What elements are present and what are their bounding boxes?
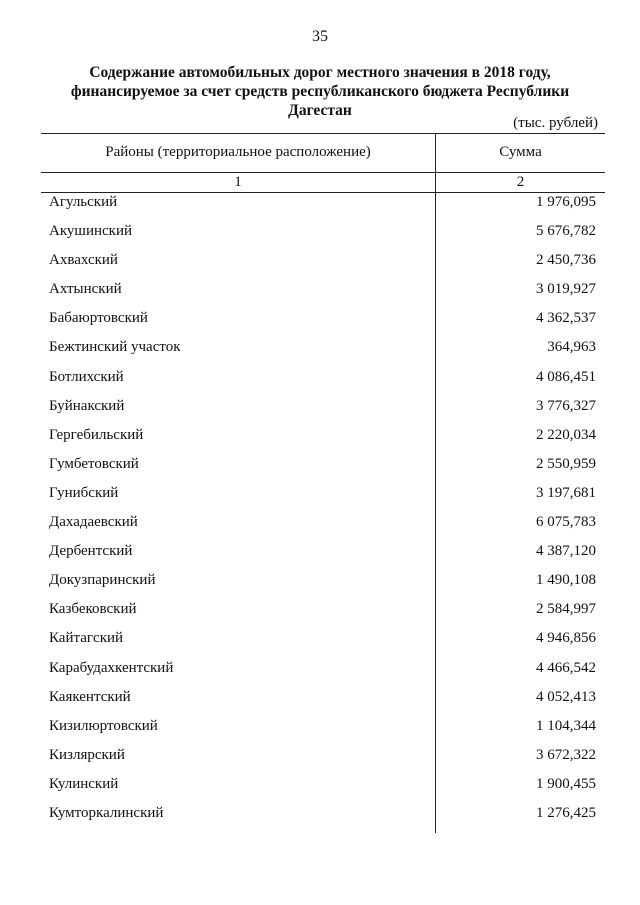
district-name: Гергебильский bbox=[49, 426, 144, 443]
district-amount: 1 276,425 bbox=[536, 804, 596, 821]
table-row bbox=[0, 281, 640, 310]
table-row bbox=[0, 601, 640, 630]
table-row bbox=[0, 776, 640, 805]
column-header-amount: Сумма bbox=[499, 144, 542, 160]
district-amount: 6 075,783 bbox=[536, 514, 596, 531]
district-amount: 1 490,108 bbox=[536, 572, 596, 589]
table-row bbox=[0, 543, 640, 572]
table-row bbox=[0, 514, 640, 543]
table-row bbox=[0, 223, 640, 252]
district-name: Кизлярский bbox=[49, 746, 125, 763]
district-name: Буйнакский bbox=[49, 397, 125, 414]
district-name: Кумторкалинский bbox=[49, 804, 164, 821]
table-row bbox=[0, 660, 640, 689]
table-row bbox=[0, 630, 640, 659]
table-row bbox=[0, 369, 640, 398]
table-row bbox=[0, 398, 640, 427]
column-header-district: Районы (территориальное расположение) bbox=[105, 144, 371, 160]
title-line-3: Дагестан bbox=[288, 102, 352, 119]
district-amount: 1 900,455 bbox=[536, 775, 596, 792]
district-amount: 4 466,542 bbox=[536, 659, 596, 676]
table-row bbox=[0, 252, 640, 281]
district-amount: 1 104,344 bbox=[536, 717, 596, 734]
district-name: Кизилюртовский bbox=[49, 717, 158, 734]
page-number: 35 bbox=[312, 28, 328, 45]
district-amount: 4 086,451 bbox=[536, 368, 596, 385]
table-row bbox=[0, 427, 640, 456]
district-name: Казбековский bbox=[49, 601, 137, 618]
table-index-border bbox=[41, 192, 605, 193]
table-row bbox=[0, 485, 640, 514]
table-top-border bbox=[41, 133, 605, 134]
table-body bbox=[0, 194, 640, 834]
district-name: Ботлихский bbox=[49, 368, 124, 385]
column-number-2: 2 bbox=[516, 174, 525, 190]
district-name: Ахтынский bbox=[49, 281, 122, 298]
district-amount: 5 676,782 bbox=[536, 223, 596, 240]
district-name: Агульский bbox=[49, 194, 118, 210]
district-name: Ахвахский bbox=[49, 252, 118, 269]
district-name: Акушинский bbox=[49, 223, 133, 240]
district-amount: 4 387,120 bbox=[536, 543, 596, 560]
district-amount: 4 362,537 bbox=[536, 310, 596, 327]
table-row bbox=[0, 689, 640, 718]
table-row bbox=[0, 718, 640, 747]
document-title bbox=[60, 63, 580, 120]
table-row bbox=[0, 572, 640, 601]
table-header-border bbox=[41, 172, 605, 173]
district-amount: 364,963 bbox=[547, 339, 596, 356]
table-row bbox=[0, 339, 640, 368]
district-name: Дербентский bbox=[49, 543, 133, 560]
district-amount: 1 976,095 bbox=[536, 194, 596, 210]
district-amount: 2 550,959 bbox=[536, 455, 596, 472]
district-name: Бежтинский участок bbox=[49, 339, 181, 356]
table-row bbox=[0, 310, 640, 339]
district-name: Карабудахкентский bbox=[49, 659, 174, 676]
table-row bbox=[0, 747, 640, 776]
title-line-1: Содержание автомобильных дорог местного значения в 2018 году, bbox=[89, 64, 551, 81]
table-row bbox=[0, 456, 640, 485]
district-amount: 4 052,413 bbox=[536, 688, 596, 705]
district-amount: 3 197,681 bbox=[536, 484, 596, 501]
district-name: Кулинский bbox=[49, 775, 119, 792]
district-name: Гумбетовский bbox=[49, 455, 139, 472]
column-number-1: 1 bbox=[234, 174, 242, 190]
district-name: Дахадаевский bbox=[49, 514, 138, 531]
district-name: Бабаюртовский bbox=[49, 310, 148, 327]
district-name: Каякентский bbox=[49, 688, 131, 705]
table-row bbox=[0, 805, 640, 834]
district-amount: 2 450,736 bbox=[536, 252, 596, 269]
district-name: Докузпаринский bbox=[49, 572, 156, 589]
district-amount: 3 672,322 bbox=[536, 746, 596, 763]
district-amount: 3 019,927 bbox=[536, 281, 596, 298]
district-name: Кайтагский bbox=[49, 630, 124, 647]
district-amount: 3 776,327 bbox=[536, 397, 596, 414]
district-amount: 4 946,856 bbox=[536, 630, 596, 647]
district-amount: 2 220,034 bbox=[536, 426, 596, 443]
title-line-2: финансируемое за счет средств республиканского бюджета Республики bbox=[70, 83, 570, 100]
table-row bbox=[0, 194, 640, 223]
district-name: Гунибский bbox=[49, 484, 119, 501]
district-amount: 2 584,997 bbox=[536, 601, 596, 618]
units-label: (тыс. рублей) bbox=[513, 115, 598, 131]
